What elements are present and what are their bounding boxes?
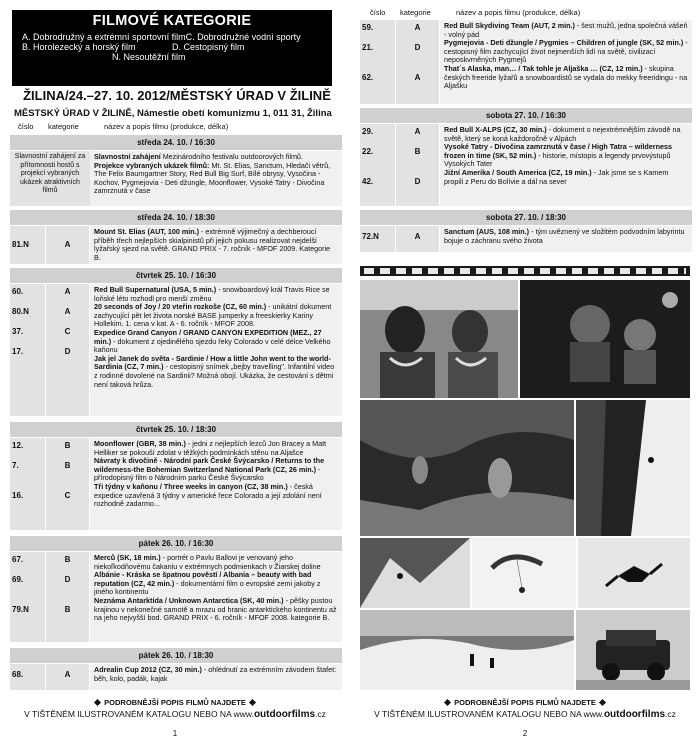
film-number	[12, 595, 43, 605]
category-b: B. Horolezecký a horský film	[22, 42, 136, 52]
film-description: Návraty k divočině - Národní park České Švýcarsko / Returns to the wilderness-the Bohemian Switzerland National Park (CZ, 26 min.) - přírodopisný film o Národním parku České Švýcarsko	[94, 456, 325, 483]
film-number: 62.	[362, 73, 374, 82]
film-category: D	[64, 575, 71, 584]
section-header: pátek 26. 10. / 16:30	[10, 536, 342, 551]
film-description: 20 seconds of Joy / 20 vteřin rozkoše (CZ, 60 min.) - unikátní dokument zachycující pět let života norské BASE jumperky a freeskierky Kariny Hollekim. 1. cena v kat. A - 6. ročník - MFOF 2008.	[94, 302, 332, 329]
film-number: 80.N	[12, 307, 29, 316]
film-number	[362, 53, 393, 63]
film-number: 22.	[362, 147, 374, 156]
opening-entry: Slavnostní zahájení za přítomnosti hostů s projekcí vybraných ukázek atraktivních filmů Slavnostní zahájení Mezinárodního festivalu outdoorových filmů. Projekce vybraných ukázek filmů: Mt. St. Elias, Sanctum, Hledači větrů, The Felix Baumgartner Story, Red Bull Big Surf, Bílé obrysy, Vysočina - Kochov, Pygmejovia - Deti džungle, Moonflower, Vysoké Tatry - Divočina zamrznutá v čase	[10, 151, 342, 206]
film-number	[362, 63, 393, 73]
film-description: Jižní Amerika / South America (CZ, 19 min.) - Jak jsme se s Kamem propili z Peru do Bolívie a dál na sever	[444, 167, 669, 186]
categories-title: FILMOVÉ KATEGORIE	[92, 13, 252, 29]
film-number	[12, 585, 43, 595]
film-number: 37.	[12, 327, 24, 336]
film-number: 17.	[12, 347, 24, 356]
film-description: Merců (SK, 18 min.) - portrét o Pavlu Ballovi je venovaný jeho niekoľkodňovému čakaniu v extrémnych podmienkach v Žiarskej doline	[94, 553, 321, 571]
section-header: čtvrtek 25. 10. / 18:30	[10, 422, 342, 437]
photo-cave	[360, 400, 574, 536]
film-entry-group	[360, 124, 692, 206]
category-d: D. Cestopisný film	[172, 42, 245, 52]
film-number	[12, 317, 43, 327]
film-description: Albánie - Kráska se špatnou pověstí / Albania – beauty with bad reputation (CZ, 42 min.) - dokumentární film o evropské zemi jakoby z jiného kontinentu	[94, 570, 321, 597]
photo-divers	[520, 280, 690, 398]
film-category: A	[64, 307, 71, 316]
film-description: Moonflower (GBR, 38 min.) - jedni z nejlepších lezců Jon Bracey a Matt Helliker se pokouší zdolat v těžkých podmínkách stěnu na Aljašce	[94, 439, 327, 457]
film-category: A	[414, 73, 421, 82]
film-number: 60.	[12, 287, 24, 296]
category-c: C. Dobrodružné vodní sporty	[185, 32, 301, 42]
film-number	[12, 565, 43, 575]
film-category	[66, 451, 68, 461]
film-description: Red Bull Skydiving Team (AUT, 2 min.) - šest mužů, jedna společná vášeň - volný pád	[444, 21, 688, 39]
film-number: 42.	[362, 177, 374, 186]
film-category	[66, 595, 68, 605]
filmstrip-top	[360, 266, 690, 276]
film-number: 79.N	[12, 605, 29, 614]
categories-box	[12, 10, 332, 86]
film-category	[66, 471, 68, 481]
film-category	[66, 565, 68, 575]
film-entry: 72.N A Sanctum (AUS, 108 min.) - tým uvěznený ve složitém podvodním labyrintu bojuje o záchranu svého života	[360, 226, 692, 252]
footer: PODROBNĚJŠÍ POPIS FILMŮ NAJDETE V TIŠTĚNÉM ILUSTROVANÉM KATALOGU NEBO NA www.outdoorfilms.cz	[24, 698, 326, 720]
film-number	[12, 481, 43, 491]
film-number	[12, 451, 43, 461]
film-entry-group	[10, 438, 342, 530]
film-number: 21.	[362, 43, 374, 52]
website-link[interactable]: outdoorfilms	[253, 709, 316, 720]
film-category	[416, 167, 418, 177]
film-category	[66, 337, 68, 347]
film-category	[416, 137, 418, 147]
film-description: Tři týdny v kaňonu / Three weeks in canyon (CZ, 38 min.) - česká expedice uzavřená 3 týdny v americké řece Colorado a její zdolání není rozhodně zadarmo...	[94, 481, 322, 509]
film-description: Jak jel Janek do světa - Sardinie / How a little John went to the world-Sardinia (CZ, 7 min.) - cestopisný snímek „bejby travelling". Infantilní video z rodinné dovolené na Sardinii? Možná obojí. Ukázka, že cestování s dětmi není taková hrůza.	[94, 353, 335, 389]
venue-address: MĚSTSKÝ ÚRAD V ŽILINĚ, Námestie obetí komunizmu 1, 011 31, Žilina	[14, 108, 332, 119]
film-number	[12, 337, 43, 347]
film-description: Pygmejovia - Deti džungle / Pygmies – Children of jungle (SK, 52 min.) - cestopisný film zachycující život nejmenších lidí na světě, civilizací neposkvrněných Pygmejů	[444, 38, 688, 65]
film-category: D	[64, 347, 71, 356]
category-n: N. Nesoutěžní film	[112, 52, 186, 62]
film-description: Red Bull X-ALPS (CZ, 30 min.) - dokument o nejextrémnějším závodě na světě, který se koná každoročně v Alpách	[444, 125, 681, 143]
section-header: sobota 27. 10. / 18:30	[360, 210, 692, 225]
film-category: A	[64, 287, 71, 296]
film-category	[66, 481, 68, 491]
film-entry-group	[10, 552, 342, 642]
section-header: sobota 27. 10. / 16:30	[360, 108, 692, 123]
film-number	[12, 471, 43, 481]
film-category: B	[64, 441, 71, 450]
photo-skydiver	[578, 538, 690, 608]
photo-paraglider	[472, 538, 576, 608]
event-headline: ŽILINA/24.–27. 10. 2012/MĚSTSKÝ ÚRAD V ŽILINĚ	[23, 88, 331, 103]
film-number: 29.	[362, 127, 374, 136]
page-number: 1	[172, 729, 178, 738]
film-category: C	[64, 327, 71, 336]
film-category	[416, 63, 418, 73]
film-category: B	[414, 147, 421, 156]
film-category: B	[64, 555, 71, 564]
film-category: B	[64, 605, 71, 614]
section-header: středa 24. 10. / 18:30	[10, 210, 342, 225]
photo-antarctica-skiers	[360, 610, 574, 690]
film-entry-group	[360, 20, 692, 104]
film-category	[416, 157, 418, 167]
film-number	[362, 157, 393, 167]
film-category: B	[64, 461, 71, 470]
photo-cliff	[576, 400, 690, 536]
film-number: 7.	[12, 461, 19, 470]
film-category	[66, 585, 68, 595]
film-number	[362, 167, 393, 177]
film-category	[66, 297, 68, 307]
page-number: 2	[522, 729, 528, 738]
film-category	[416, 53, 418, 63]
film-category: A	[414, 23, 421, 32]
film-number: 12.	[12, 441, 24, 450]
film-description: That´s Alaska, man… / Tak tohle je Aljaška … (CZ, 12 min.) - skupina českých freeride lyžařů a snowboardistů se vydala do mekky freeridingu - na Aljašku	[444, 63, 688, 91]
photo-rally-car	[576, 610, 690, 690]
section-header: čtvrtek 25. 10. / 16:30	[10, 268, 342, 283]
film-description: Neznáma Antarktída / Unknown Antarctica (SK, 40 min.) - pěšky pustou krajinou v nekonečné samotě a mrazu od hranic antarktického kontinentu až na jeho nejvyšší bod. GRAND PRIX - 6. ročník - MFOF 2008. kategorie B.	[94, 595, 337, 623]
column-headers: číslo kategorie název a popis filmu (produkce, délka)	[18, 122, 229, 131]
film-category	[66, 317, 68, 327]
film-number	[12, 297, 43, 307]
film-number	[362, 137, 393, 147]
film-number: 16.	[12, 491, 24, 500]
film-category: A	[414, 127, 421, 136]
film-number: 69.	[12, 575, 24, 584]
section-header: středa 24. 10. / 16:30	[10, 135, 342, 150]
film-category: C	[64, 491, 71, 500]
film-category: D	[414, 177, 421, 186]
film-entry-group	[10, 284, 342, 416]
photo-tribe-women	[360, 280, 518, 398]
film-description: Red Bull Supernatural (USA, 5 min.) - snowboardový král Travis Rice se loňské léto rozhodl pro menší změnu	[94, 285, 330, 303]
photo-climber-snow	[360, 538, 470, 608]
footer: PODROBNĚJŠÍ POPIS FILMŮ NAJDETE V TIŠTĚNÉM ILUSTROVANÉM KATALOGU NEBO NA www.outdoorfilms.cz	[374, 698, 676, 720]
section-header: pátek 26. 10. / 18:30	[10, 648, 342, 663]
film-description: Expedice Grand Canyon / GRAND CANYON EXPEDITION (MEZ., 27 min.) - dokument z ojedinělého sjezdu řeky Colorado v celé délce Velkého kaňonu	[94, 327, 331, 355]
page-right	[350, 0, 700, 742]
column-headers: číslo kategorie název a popis filmu (produkce, délka)	[370, 8, 581, 17]
film-number	[362, 33, 393, 43]
film-description: Vysoké Tatry - Divočina zamrznutá v čase / High Tatra – wilderness frozen in time (SK, 52 min.) - historie, místopis a legendy prvovýstupů Vysokých Tater	[444, 142, 672, 169]
film-category	[416, 33, 418, 43]
website-link[interactable]: outdoorfilms	[603, 709, 666, 720]
category-a: A. Dobrodružný a extrémní sportovní film	[22, 32, 186, 42]
film-entry: 68. A Adrealin Cup 2012 (CZ, 30 min.) - ohlédnutí za extrémním závodem štafet: běh, kolo, padák, kajak	[10, 664, 342, 690]
film-number: 67.	[12, 555, 24, 564]
film-entry: 81.N A Mount St. Elias (AUT, 100 min.) - extrémně výjimečný a dechberoucí příběh třech nejlepších skialpinistů při jejich pokusu realizovat nejdelší lyžařský sjezd na světě. GRAND PRIX - 7. ročník - MFOF 2009. Kategorie B.	[10, 226, 342, 264]
film-category: D	[414, 43, 421, 52]
film-number: 59.	[362, 23, 374, 32]
